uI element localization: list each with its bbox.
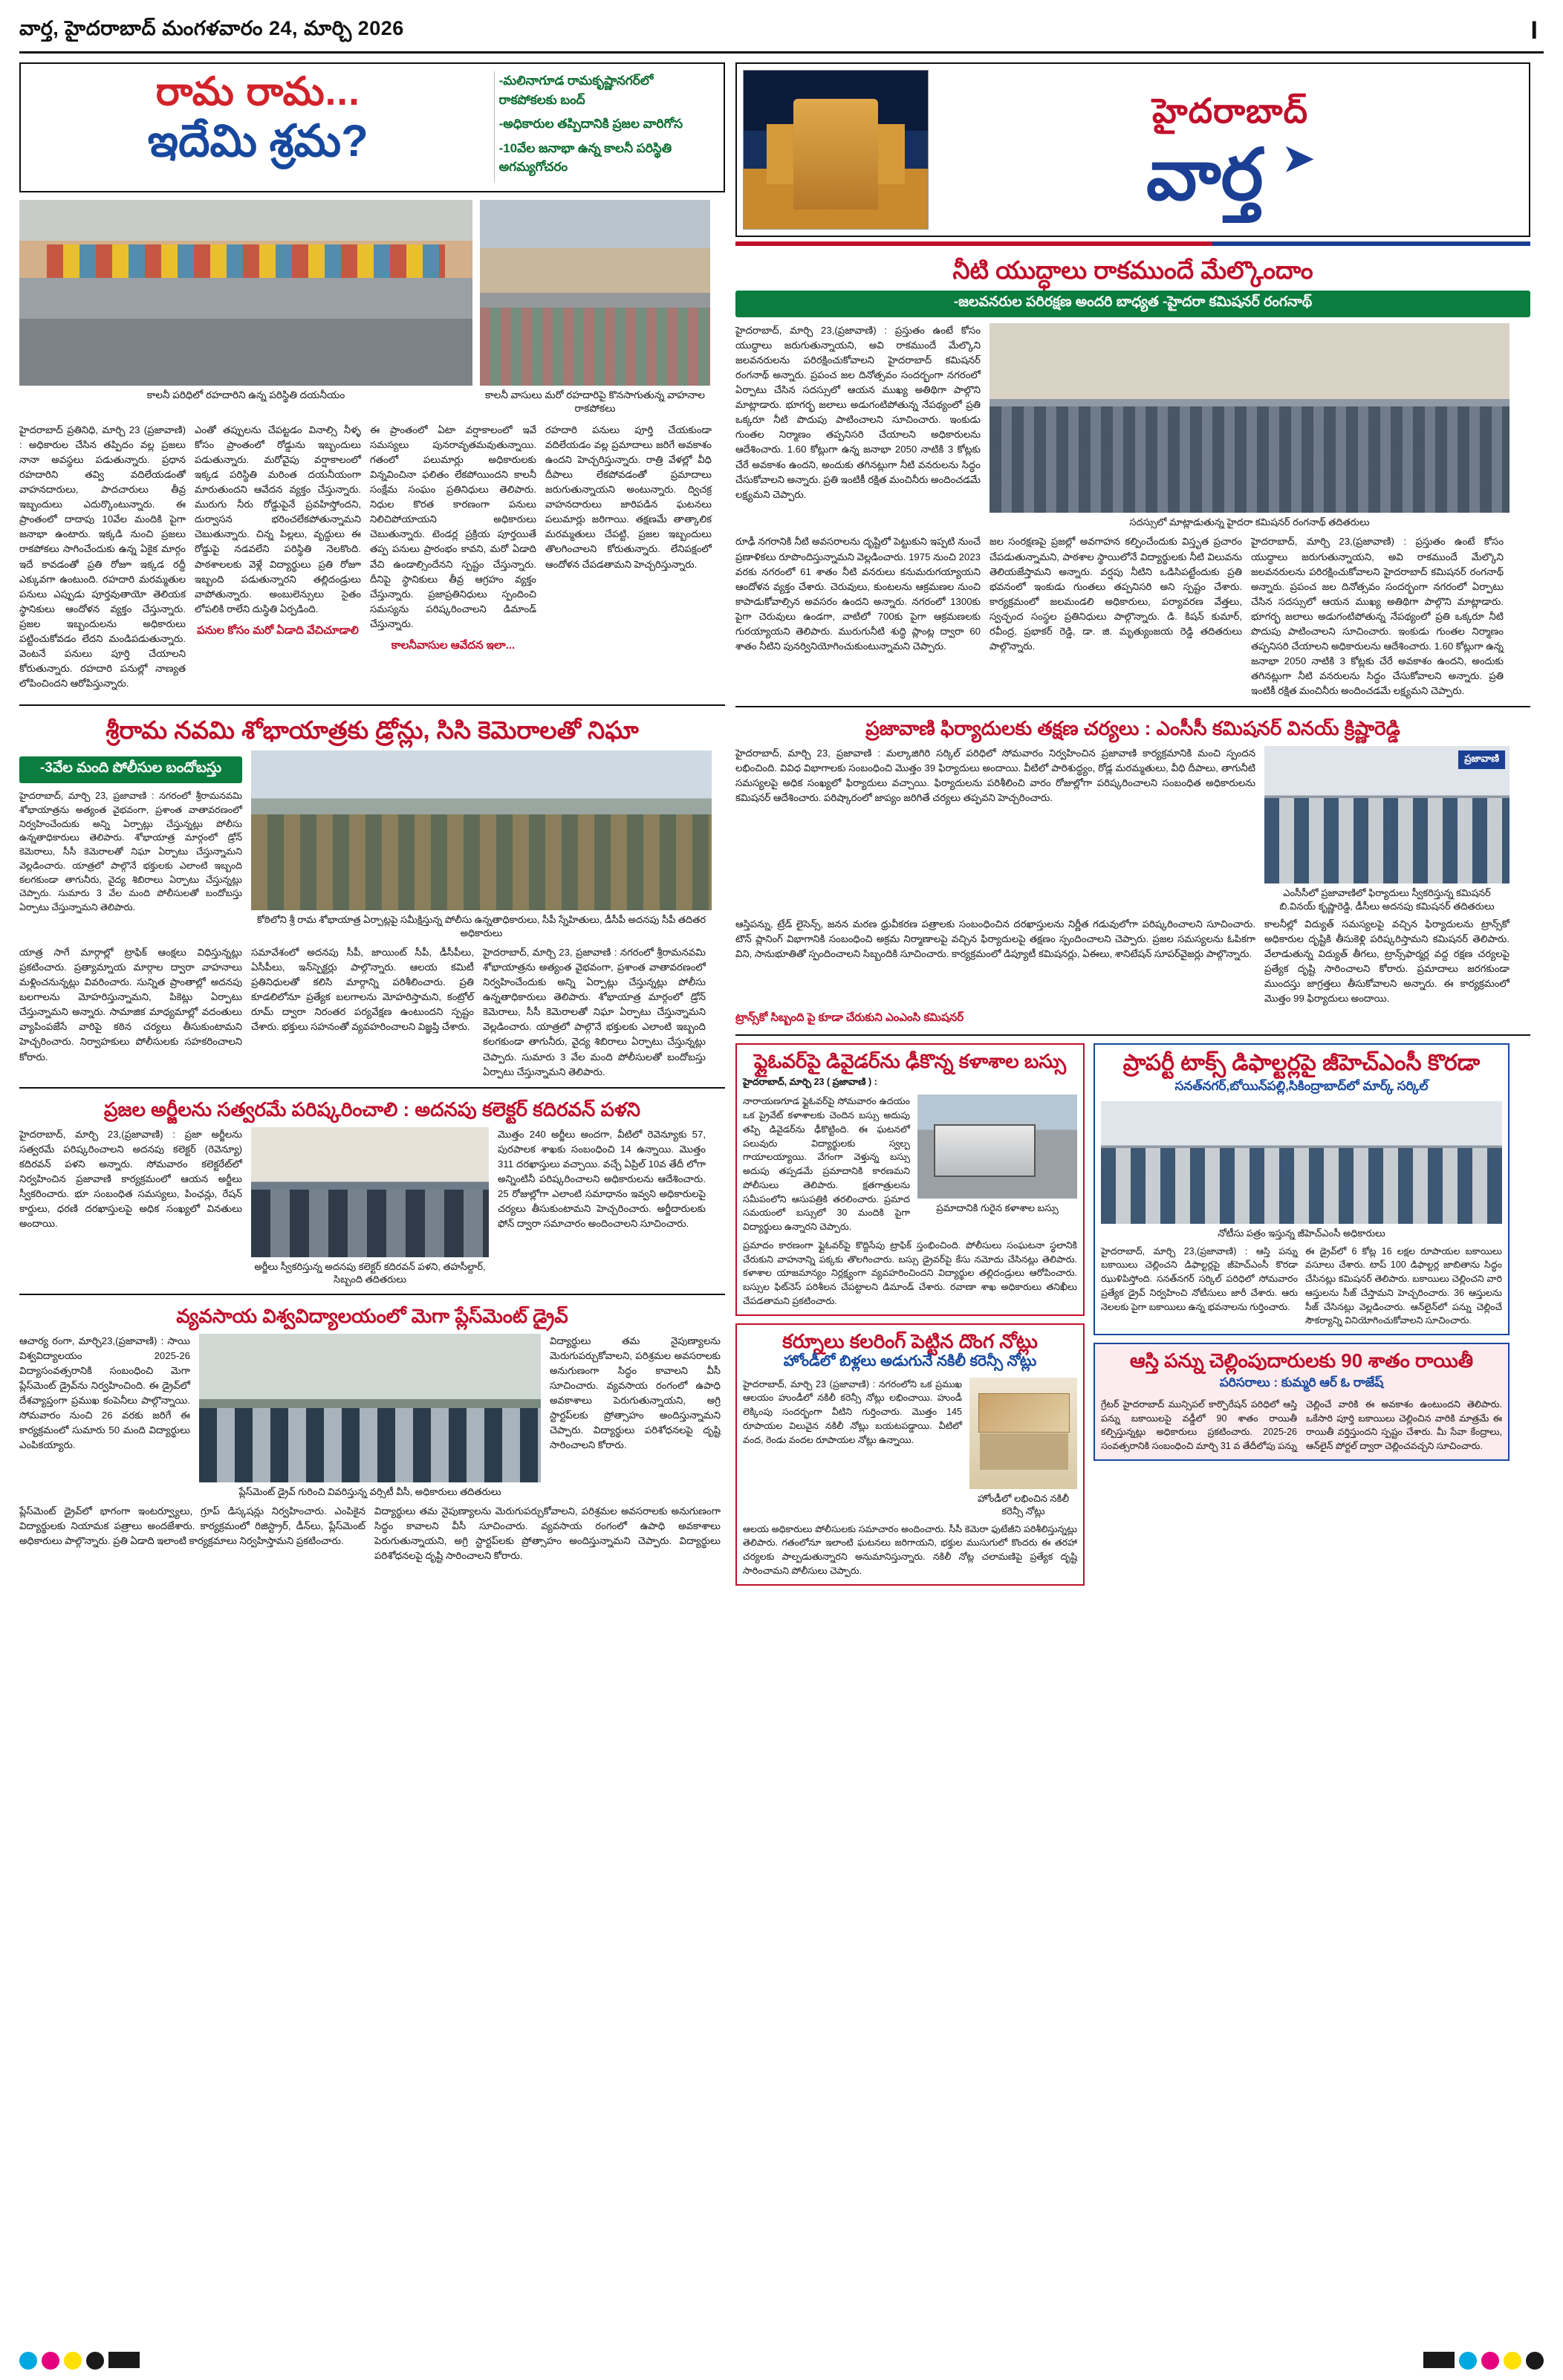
- lead-photo-2-caption: కాలనీ వాసులు మరో రహదారిపై కొనసాగుతున్న వాహనాల రాకపోకలు: [485, 389, 705, 414]
- collector-col-2: మొత్తం 240 అర్జీలు అందగా, వీటిలో రెవెన్యూకు 57, పురపాలక శాఖకు సంబంధించి 14 ఉన్నాయి. మొత్తం 311 దరఖాస్తులు వచ్చాయి. వచ్చే ఏప్రిల్ 10వ తేదీ లోగా అన్నింటినీ పరిష్కరించాలని అధికారులను ఆదేశించారు. 25 రోజుల్లోగా ఎలాంటి సమాధానం ఇవ్వని అధికారులపై చర్యలు తీసుకుంటామని హెచ్చరించారు. అర్జీదారులకు ఫోన్ ద్వారా సమాచారం అందించాలని సూచించారు.: [498, 1128, 706, 1229]
- tax-rebate-headline: ఆస్తి పన్ను చెల్లింపుదారులకు 90 శాతం రాయితీ: [1129, 1349, 1474, 1372]
- property-tax-col-1: హైదరాబాద్, మార్చి 23,(ప్రజావాణి) : ఆస్తి పన్ను బకాయిలు చెల్లించని డిఫాల్టర్లపై జీహెచ్‌ఎంసీ కొరడా ఝుళిపిస్తోంది. సనత్‌నగర్ సర్కిల్ పరిధిలో సోమవారం ప్రత్యేక డ్రైవ్ నిర్వహించి నోటీసులు జారీ చేశారు. ఆరు నెలలకు పైగా బకాయిలు ఉన్న భవనాలను గుర్తించారు.: [1101, 1245, 1298, 1312]
- lead-col-3-text: ఈ ప్రాంతంలో ఏటా వర్షాకాలంలో ఇవే సమస్యలు పునరావృతమవుతున్నాయి. గతంలో పలుమార్లు అధికారులకు విన్నవించినా ఫలితం లేకపోయిందని కాలనీ సంక్షేమ సంఘం ప్రతినిధులు తెలిపారు. నిధుల కొరత కారణంగా పనులు నిలిచిపోయాయని అధికారులు చెబుతున్నారు. టెండర్ల ప్రక్రియ పూర్తయితే తప్ప పనులు ప్రారంభం కావని, మరో ఏడాది వేచి ఉండాల్సిందేనని స్పష్టం చేస్తున్నారు. దీనిపై స్థానికులు తీవ్ర ఆగ్రహం వ్యక్తం చేస్తున్నారు. ప్రజాప్రతినిధులు స్పందించి సమస్యను పరిష్కరించాలని డిమాండ్ చేస్తున్నారు.: [370, 424, 536, 629]
- property-tax-col-2: ఈ డ్రైవ్‌లో 6 కోట్ల 16 లక్షల రూపాయల బకాయిలు వసూలు చేశారు. టాప్ 100 డిఫాల్టర్ల జాబితాను సిద్ధం చేసినట్లు కమిషనర్ తెలిపారు. బకాయిలు చెల్లించని వారి ఆస్తులను సీజ్ చేస్తామని హెచ్చరించారు. 36 ఆస్తులను సీజ్ చేసినట్లు వెల్లడించారు. ఆన్‌లైన్‌లో పన్ను చెల్లించే సౌకర్యాన్ని వినియోగించుకోవాలని సూచించారు.: [1305, 1245, 1502, 1326]
- bottom-right-stack: [1094, 1043, 1510, 1586]
- fake-notes-col-1: హైదరాబాద్, మార్చి 23 (ప్రజావాణి) : నగరంలోని ఒక ప్రముఖ ఆలయం హుండీలో నకిలీ కరెన్సీ నోట్లు లభించాయి. హుండీ లెక్కింపు సందర్భంగా వీటిని గుర్తించారు. మొత్తం 145 రూపాయల విలువైన నకిలీ నోట్లు బయటపడ్డాయి. వీటిలో వంద, రెండు వందల రూపాయల నోట్లు ఉన్నాయి.: [743, 1378, 962, 1445]
- charminar-icon: [743, 70, 929, 230]
- bottom-blocks: [735, 1043, 1530, 1586]
- registration-dot-black-2: [1526, 2352, 1544, 2370]
- collector-headline: ప్రజల అర్జీలను సత్వరమే పరిష్కరించాలి : అదనపు కలెక్టర్ కదిరవన్ పళని: [103, 1097, 640, 1121]
- story-fake-notes: [735, 1323, 1085, 1586]
- registration-bar-left: [108, 2352, 140, 2368]
- placement-col-2: విద్యార్థులు తమ నైపుణ్యాలను మెరుగుపర్చుకోవాలని, పరిశ్రమల అవసరాలకు అనుగుణంగా సిద్ధం కావాలని వీసీ సూచించారు. వ్యవసాయ రంగంలో ఉపాధి అవకాశాలు పెరుగుతున్నాయని, అగ్రి స్టార్టప్‌లకు ప్రోత్సాహం అందిస్తున్నామని చెప్పారు. విద్యార్థులు పరిశోధనలపై దృష్టి సారించాలని కోరారు.: [550, 1335, 721, 1450]
- police-meeting-photo: [251, 750, 712, 910]
- flyover-col-1: నారాయణగూడ ఫ్లైఓవర్‌పై సోమవారం ఉదయం ఒక ప్రైవేట్ కళాశాలకు చెందిన బస్సు అదుపు తప్పి డివైడర్‌ను ఢీకొట్టింది. ఈ ఘటనలో పలువురు విద్యార్థులకు స్వల్ప గాయాలయ్యాయి. వేగంగా వెళ్తున్న బస్సు అదుపు తప్పడమే ప్రమాదానికి కారణమని పోలీసులు తెలిపారు. క్షతగాత్రులను సమీపంలోని ఆసుపత్రికి తరలించారు. ప్రమాద సమయంలో బస్సులో 30 మందికి పైగా విద్యార్థులు ఉన్నారని చెప్పారు.: [743, 1096, 910, 1233]
- collector-photo: [251, 1127, 489, 1257]
- bus-photo: [917, 1095, 1077, 1199]
- drones-col-3: [251, 945, 474, 1080]
- registration-dot-yellow-2: [1504, 2352, 1521, 2370]
- registration-dot-magenta-2: [1481, 2352, 1499, 2370]
- story-drones: [19, 716, 725, 1080]
- masthead-block: [735, 62, 1530, 237]
- lead-col-1-text: హైదరాబాద్ ప్రతినిధి, మార్చి 23 (ప్రజావాణి) : అధికారుల చేసిన తప్పిదం వల్ల ప్రజలు నానా అవస్థలు పడుతున్నారు. ప్రధాన రహదారిని తవ్వి వదిలేయడంతో వాహనదారులు, పాదచారులు తీవ్ర ఇబ్బందులు ఎదుర్కొంటున్నారు. ఈ ప్రాంతంలో దాదాపు 10వేల మందికి పైగా జనాభా ఉంటారు. ఇక్కడి నుంచి ప్రజలు రాకపోకలు సాగించేందుకు ఉన్న ఏకైక మార్గం ఇదే కావడంతో ప్రతి రోజూ ఇక్కడ రద్దీ ఎక్కువగా ఉంటుంది. రహదారి మరమ్మతుల పనులు ఎప్పుడు పూర్తవుతాయో తెలియక స్థానికులు ఆందోళన వ్యక్తం చేస్తున్నారు. ప్రజల ఇబ్బందులను అధికారులు పట్టించుకోవడం లేదని మండిపడుతున్నారు. వెంటనే పనులు పూర్తి చేయాలని కోరుతున్నారు. రహదారి పనుల్లో నాణ్యత లోపించిందని ఆరోపిస్తున్నారు.: [19, 424, 186, 689]
- water-headline: నీటి యుద్ధాలు రాకముందే మేల్కొందాం: [952, 256, 1313, 284]
- lead-bullet-3: -10వేల జనాభా ఉన్న కాలనీ పరిస్థితి అగమ్యగోచరం: [498, 140, 672, 174]
- placement-col-4: విద్యార్థులు తమ నైపుణ్యాలను మెరుగుపర్చుకోవాలని, పరిశ్రమల అవసరాలకు అనుగుణంగా సిద్ధం కావాలని వీసీ సూచించారు. వ్యవసాయ రంగంలో ఉపాధి అవకాశాలు పెరుగుతున్నాయని, అగ్రి స్టార్టప్‌లకు ప్రోత్సాహం అందిస్తున్నామని చెప్పారు. విద్యార్థులు పరిశోధనలపై దృష్టి సారించాలని కోరారు.: [374, 1505, 721, 1562]
- placement-col-3: ప్లేస్‌మెంట్ డ్రైవ్‌లో భాగంగా ఇంటర్వ్యూలు, గ్రూప్ డిస్కషన్లు నిర్వహించారు. ఎంపికైన విద్యార్థులకు నియామక పత్రాలు అందజేశారు. కార్యక్రమంలో రిజిస్ట్రార్, డీన్‌లు, ప్లేస్‌మెంట్ అధికారులు పాల్గొన్నారు. ప్రతి ఏడాది ఇలాంటి కార్యక్రమాలు నిర్వహిస్తామని ప్రకటించారు.: [19, 1505, 365, 1547]
- lead-body: [19, 423, 725, 697]
- prajavani-headline: ప్రజావాణి ఫిర్యాదులకు తక్షణ చర్యలు : ఎంసీసీ కమిషనర్ వినయ్ క్రిష్ణారెడ్డి: [865, 717, 1400, 740]
- color-registration-marks: [19, 2352, 1544, 2370]
- lead-bullet-2: -అధికారుల తప్పిదానికి ప్రజల వారిగోస: [498, 117, 683, 131]
- lead-subhead-1: పనుల కోసం మరో ఏడాది వేచిచూడాలి: [197, 623, 359, 637]
- drones-col-4: [483, 945, 706, 1080]
- page-header: [19, 16, 1544, 53]
- lead-col-2-text: ఎంతో తప్పులను చేపట్టడం వినాల్సి నీళ్ళ కోసం ప్రాంతంలో రోడ్డును ఇబ్బందులు పడుతున్నారు. మరోవైపు వర్షాకాలంలో ఇక్కడ పరిస్థితి మరింత దయనీయంగా మారుతుందని ఆవేదన వ్యక్తం చేస్తున్నారు. మురుగు నీరు రోడ్డుపైనే ప్రవహిస్తోందని, దుర్వాసన భరించలేకపోతున్నామని చెబుతున్నారు. చిన్న పిల్లలు, వృద్ధులు ఈ రోడ్డుపై నడవలేని పరిస్థితి నెలకొంది. పాఠశాలలకు వెళ్లే విద్యార్థులు ప్రతి రోజూ ఇబ్బంది పడుతున్నారని తల్లిదండ్రులు వాపోతున్నారు. అంబులెన్సులు సైతం లోపలికి రాలేని దుస్థితి ఏర్పడింది.: [195, 424, 361, 615]
- lead-col-4: [545, 423, 712, 697]
- water-col-2: రూఢీ నగరానికి నీటి అవసరాలను దృష్టిలో పెట్టుకుని ఇప్పటి నుంచే ప్రణాళికలు రూపొందిస్తున్నామని వెల్లడించారు. 1975 నుంచి 2023 వరకు నగరంలో 61 శాతం నీటి వనరులు కనుమరుగయ్యాయని ఆందోళన వ్యక్తం చేశారు. చెరువులు, కుంటలను ఆక్రమణల నుంచి కాపాడుకోవాల్సిన అవసరం ఉందని అన్నారు. నగరంలో 1300కు పైగా చెరువులు ఉండగా, వాటిలో 700కు పైగా ఆక్రమణలకు గురయ్యాయని తెలిపారు. మురుగునీటి శుద్ధి ప్లాంట్ల ద్వారా 60 శాతం నీటిని పునర్వినియోగించుకుంటున్నామని చెప్పారు.: [735, 536, 981, 652]
- property-tax-headline: ప్రాపర్టీ టాక్స్ డిఫాల్టర్లపై జీహెచ్‌ఎంసీ కొరడా: [1122, 1050, 1481, 1075]
- prajavani-banner: ప్రజావాణి: [1458, 750, 1505, 769]
- lead-col-3: [370, 423, 536, 697]
- footer-dots-right: [1423, 2352, 1544, 2370]
- flyover-dateline: హైదరాబాద్, మార్చి 23 ( ప్రజావాణి ) :: [743, 1077, 877, 1088]
- market-photo: [480, 200, 710, 386]
- divider-4: [735, 706, 1530, 707]
- lead-subhead-2: కాలనీవాసుల ఆవేదన ఇలా...: [391, 638, 516, 652]
- placement-col-1: ఆచార్య రంగా, మార్చి23,(ప్రజావాణి) : సాయి విశ్వవిద్యాలయం 2025-26 విద్యాసంవత్సరానికి సంబంధించి మెగా ప్లేస్‌మెంట్ డ్రైవ్‌ను నిర్వహించింది. ఈ డ్రైవ్‌లో దేశవ్యాప్తంగా ప్రముఖ కంపెనీలు పాల్గొన్నాయి. సోమవారం నుంచి 26 వరకు జరిగే ఈ కార్యక్రమంలో సుమారు 50 మంది విద్యార్థులు ఎంపికయ్యారు.: [19, 1335, 190, 1450]
- lead-photo-1-caption: కాలనీ పరిధిలో రహదారిని ఉన్న పరిస్థితి దయనీయం: [146, 389, 345, 401]
- drones-col-3-text: సమావేశంలో అదనపు సీపీ, జాయింట్ సీపీ, డీసీపీలు, ఏసీపీలు, ఇన్‌స్పెక్టర్లు పాల్గొన్నారు. ఆలయ కమిటీ ప్రతినిధులతో కలిసి మార్గాన్ని పరిశీలించారు. ప్రతి కూడలిలోనూ ప్రత్యేక బలగాలను మోహరిస్తామని, కంట్రోల్ రూమ్ ద్వారా నిరంతర పర్యవేక్షణ ఉంటుందని స్పష్టం చేశారు. భక్తులు సహనంతో వ్యవహరించాలని విజ్ఞప్తి చేశారు.: [251, 947, 474, 1033]
- placement-photo-caption: ప్లేస్‌మెంట్ డ్రైవ్ గురించి వివరిస్తున్న వర్సిటీ వీసీ, అధికారులు తదితరులు: [238, 1485, 501, 1497]
- water-col-4: హైదరాబాద్, మార్చి 23,(ప్రజావాణి) : ప్రస్తుతం ఉంటే కోసం యుద్ధాలు జరుగుతున్నాయని, అవి రాకముందే మేల్కొని జలవనరులను పరిరక్షించుకోవాలని హైదరాబాద్ కమిషనర్ రంగనాథ్ అన్నారు. ప్రపంచ జల దినోత్సవం సందర్భంగా నగరంలో ఏర్పాటు చేసిన సదస్సులో ఆయన ముఖ్య అతిథిగా పాల్గొని మాట్లాడారు. భూగర్భ జలాలు అడుగంటిపోతున్న నేపథ్యంలో ప్రతి ఒక్కరూ నీటి పొదుపు పాటించాలని సూచించారు. ఇంకుడు గుంతల నిర్మాణం తప్పనిసరి చేయాలని అధికారులను ఆదేశించారు. 1.60 కోట్లుగా ఉన్న జనాభా 2050 నాటికి 3 కోట్లకు చేరే అవకాశం ఉందని, అందుకు తగినట్లుగా నీటి వనరులను సిద్ధం చేసుకోవాలని అన్నారు. ప్రతి ఇంటికీ రక్షిత మంచినీరు అందించడమే లక్ష్యమని చెప్పారు.: [1251, 536, 1504, 697]
- drones-col-2: [19, 945, 242, 1080]
- fake-notes-headline: కర్నూలు కలరింగ్ పెట్టిన దొంగ నోట్లు: [782, 1329, 1038, 1352]
- prajavani-photo-caption: ఎంసీసీలో ప్రజావాణిలో ఫిర్యాదులు స్వీకరిస్తున్న కమిషనర్ బి.వినయ్ కృష్ణారెడ్డి, డీసీలు అదనపు కమిషనర్ తదితరులు: [1279, 887, 1495, 912]
- drones-ribbon: -3వేల మంది పోలీసుల బందోబస్తు: [19, 756, 242, 783]
- divider-2: [19, 1087, 725, 1089]
- collector-photo-caption: అర్జీలు స్వీకరిస్తున్న అదనపు కలెక్టర్ కదిరవన్ పళని, తహసీల్దార్, సిబ్బంది తదితరులు: [254, 1260, 486, 1285]
- story-water: [735, 256, 1530, 698]
- flyover-headline: ఫ్లైఓవర్‌పై డివైడర్‌ను ఢీకొన్న కళాశాల బస్సు: [753, 1049, 1067, 1072]
- drones-col-1: హైదరాబాద్, మార్చి 23, ప్రజావాణి : నగరంలో శ్రీరామనవమి శోభాయాత్రను అత్యంత వైభవంగా, ప్రశాంత వాతావరణంలో నిర్వహించేందుకు అన్ని ఏర్పాట్లు చేస్తున్నట్లు పోలీసు ఉన్నతాధికారులు తెలిపారు. శోభాయాత్ర మార్గంలో డ్రోన్ కెమెరాలు, సీసీ కెమెరాలతో నిఘా ఏర్పాటు చేస్తున్నామని వెల్లడించారు. యాత్రలో పాల్గొనే భక్తులకు ఎలాంటి ఇబ్బంది కలగకుండా తాగునీరు, వైద్య శిబిరాలు ఏర్పాటు చేస్తున్నట్లు చెప్పారు. సుమారు 3 వేల మంది పోలీసులతో బందోబస్తు ఏర్పాటు చేస్తున్నామని తెలిపారు.: [19, 791, 242, 912]
- divider-3: [19, 1294, 725, 1295]
- street-photo: [19, 200, 472, 386]
- right-column: [735, 62, 1530, 1586]
- registration-dot-cyan: [19, 2352, 37, 2370]
- water-meeting-photo: [990, 323, 1510, 513]
- prajavani-col-1: హైదరాబాద్, మార్చి 23, ప్రజావాణి : మల్కాజిగిరి సర్కిల్ పరిధిలో సోమవారం నిర్వహించిన ప్రజావాణి కార్యక్రమానికి మంచి స్పందన లభించింది. వివిధ విభాగాలకు సంబంధించి మొత్తం 39 ఫిర్యాదులు అందాయి. వీటిలో పారిశుద్ధ్యం, రోడ్ల మరమ్మతులు, వీధి దీపాలు, తాగునీటి సమస్యలపై అధిక సంఖ్యలో ఫిర్యాదులు వచ్చాయి. ఫిర్యాదులను పరిశీలించి వారం రోజుల్లోగా పరిష్కరించాలని సంబంధిత అధికారులను కమిషనర్ ఆదేశించారు. పరిష్కారంలో జాప్యం జరిగితే చర్యలు తప్పవని హెచ్చరించారు.: [735, 748, 1255, 804]
- story-property-tax: [1094, 1043, 1510, 1336]
- bottom-left-stack: [735, 1043, 1085, 1586]
- placement-photo: [199, 1334, 541, 1482]
- property-tax-photo: [1101, 1101, 1502, 1224]
- property-tax-sub: సనత్‌నగర్,బోయిన్‌పల్లి,సికింద్రాబాద్‌లో మార్క్ సర్కిల్: [1174, 1079, 1429, 1094]
- lead-headline-block: [19, 62, 725, 192]
- story-collector: [19, 1099, 725, 1286]
- drones-col-4-text: హైదరాబాద్, మార్చి 23, ప్రజావాణి : నగరంలో శ్రీరామనవమి శోభాయాత్రను అత్యంత వైభవంగా, ప్రశాంత వాతావరణంలో నిర్వహించేందుకు అన్ని ఏర్పాట్లు చేస్తున్నట్లు పోలీసు ఉన్నతాధికారులు తెలిపారు. శోభాయాత్ర మార్గంలో డ్రోన్ కెమెరాలు, సీసీ కెమెరాలతో నిఘా ఏర్పాటు చేస్తున్నామని వెల్లడించారు. యాత్రలో పాల్గొనే భక్తులకు ఎలాంటి ఇబ్బంది కలగకుండా తాగునీరు, వైద్య శిబిరాలు ఏర్పాటు చేస్తున్నట్లు చెప్పారు. సుమారు 3 వేల మంది పోలీసులతో బందోబస్తు ఏర్పాటు చేస్తున్నామని తెలిపారు.: [483, 947, 706, 1077]
- fake-notes-photo-caption: హోండీలో లభించిన నకిలీ కరెన్సీ నోట్లు: [978, 1492, 1069, 1517]
- flyover-photo-caption: ప్రమాదానికి గురైన కళాశాల బస్సు: [936, 1202, 1059, 1214]
- prajavani-subhead: ట్రాన్స్‌కో సిబ్బంది పై కూడా చేరుకుని ఎంఎంసి కమిషనర్: [735, 1011, 964, 1024]
- water-col-1: హైదరాబాద్, మార్చి 23,(ప్రజావాణి) : ప్రస్తుతం ఉంటే కోసం యుద్ధాలు జరుగుతున్నాయని, అవి రాకముందే మేల్కొని జలవనరులను పరిరక్షించుకోవాలని హైదరాబాద్ కమిషనర్ రంగనాథ్ అన్నారు. ప్రపంచ జల దినోత్సవం సందర్భంగా నగరంలో ఏర్పాటు చేసిన సదస్సులో ఆయన ముఖ్య అతిథిగా పాల్గొని మాట్లాడారు. భూగర్భ జలాలు అడుగంటిపోతున్న నేపథ్యంలో ప్రతి ఒక్కరూ నీటి పొదుపు పాటించాలని సూచించారు. ఇంకుడు గుంతల నిర్మాణం తప్పనిసరి చేయాలని అధికారులను ఆదేశించారు. 1.60 కోట్లుగా ఉన్న జనాభా 2050 నాటికి 3 కోట్లకు చేరే అవకాశం ఉందని, అందుకు తగినట్లుగా నీటి వనరులను సిద్ధం చేసుకోవాలని అన్నారు. ప్రతి ఇంటికీ రక్షిత మంచినీరు అందించడమే లక్ష్యమని చెప్పారు.: [735, 324, 981, 500]
- lead-photo-1: [19, 200, 472, 415]
- bird-icon: ➤: [1283, 137, 1315, 179]
- lead-col-4-text: రహదారి పనులు పూర్తి చేయకుండా వదిలేయడం వల్ల ప్రమాదాలు జరిగే అవకాశం ఉందని హెచ్చరిస్తున్నారు. రాత్రి వేళల్లో వీధి దీపాలు లేకపోవడంతో ప్రమాదాలు జరుగుతున్నాయని అంటున్నారు. ద్విచక్ర వాహనదారులు జారిపడిన ఘటనలు పలుమార్లు జరిగాయి. తక్షణమే తాత్కాలిక మరమ్మతులు చేపట్టి, ప్రజల ఇబ్బందులు తొలగించాలని కోరుతున్నారు. లేనిపక్షంలో ఆందోళన చేపడతామని హెచ్చరిస్తున్నారు.: [545, 424, 712, 570]
- collector-col-1: హైదరాబాద్, మార్చి 23,(ప్రజావాణి) : ప్రజా అర్జీలను సత్వరమే పరిష్కరించాలని అదనపు కలెక్టర్ (రెవెన్యూ) కదిరవన్ పళని అన్నారు. సోమవారం కలెక్టరేట్‌లో నిర్వహించిన ప్రజావాణి కార్యక్రమంలో ఆయన అర్జీలు స్వీకరించారు. భూ సంబంధిత సమస్యలు, పింఛన్లు, రేషన్ కార్డులు, ధరణి దరఖాస్తులపై అధిక సంఖ్యలో వినతులు అందాయి.: [19, 1128, 242, 1229]
- prajavani-photo: [1264, 746, 1510, 883]
- registration-bar-right: [1423, 2352, 1455, 2368]
- edition-dateline: వార్త, హైదరాబాద్ మంగళవారం 24, మార్చి 2026: [19, 17, 404, 39]
- registration-dot-cyan-2: [1459, 2352, 1477, 2370]
- currency-notes-photo: [969, 1378, 1077, 1489]
- lead-col-1: [19, 423, 186, 697]
- divider-1: [19, 704, 725, 706]
- fake-notes-col-2: ఆలయ అధికారులు పోలీసులకు సమాచారం అందించారు. సీసీ కెమెరా ఫుటేజీని పరిశీలిస్తున్నట్లు తెలిపారు. గతంలోనూ ఇలాంటి ఘటనలు జరిగాయని, భక్తుల ముసుగులో కొందరు ఈ తరహా చర్యలకు పాల్పడుతున్నారని అనుమానిస్తున్నారు. నకిలీ నోట్ల చలామణిపై ప్రత్యేక దృష్టి సారించామని పోలీసులు చెప్పారు.: [743, 1523, 1077, 1576]
- page-number: I: [1530, 16, 1538, 45]
- lead-photo-2: [480, 200, 710, 415]
- water-col-3: జల సంరక్షణపై ప్రజల్లో అవగాహన కల్పించేందుకు విస్తృత ప్రచారం చేపడుతున్నామని, పాఠశాల స్థాయిలోనే విద్యార్థులకు నీటి విలువను తెలియజేస్తామని అన్నారు. వర్షపు నీటిని ఒడిసిపట్టేందుకు ప్రతి భవనంలో ఇంకుడు గుంతలు తప్పనిసరి అని స్పష్టం చేశారు. కార్యక్రమంలో జలమండలి అధికారులు, పర్యావరణ వేత్తలు, స్వచ్ఛంద సంస్థల ప్రతినిధులు పాల్గొన్నారు. డి. కిషన్ కుమార్, రవీంద్ర, ప్రభాకర్ రెడ్డి, డా. జి. మృత్యుంజయ రెడ్డి తదితరులు పాల్గొన్నారు.: [990, 536, 1242, 652]
- lead-title-line1: రామ రామ...: [155, 70, 360, 114]
- masthead-rule: [735, 241, 1530, 246]
- drones-col-2-text: యాత్ర సాగే మార్గాల్లో ట్రాఫిక్ ఆంక్షలు విధిస్తున్నట్లు ప్రకటించారు. ప్రత్యామ్నాయ మార్గాల ద్వారా వాహనాలు మళ్లించనున్నట్లు వివరించారు. సున్నిత ప్రాంతాల్లో అదనపు బలగాలను మోహరిస్తున్నామని, పికెట్లు ఏర్పాటు చేస్తున్నామని అన్నారు. సామాజిక మాధ్యమాల్లో వదంతులు వ్యాపింపజేసే వారిపై కఠిన చర్యలు తీసుకుంటామని హెచ్చరించారు. నిర్వాహకులు పోలీసులకు సహకరించాలని కోరారు.: [19, 947, 242, 1063]
- lead-title-line2: ఇదేమి శ్రమ?: [147, 115, 368, 166]
- water-ribbon: -జలవనరుల పరిరక్షణ అందరి బాధ్యత -హైదరా కమిషనర్ రంగనాథ్: [735, 291, 1530, 317]
- water-photo-caption: సదస్సులో మాట్లాడుతున్న హైదరా కమిషనర్ రంగనాథ్ తదితరులు: [1129, 516, 1370, 528]
- placement-headline: వ్యవసాయ విశ్వవిద్యాలయంలో మెగా ప్లేస్‌మెంట్ డ్రైవ్: [176, 1304, 568, 1327]
- main-grid: [19, 62, 1544, 1586]
- registration-dot-magenta: [42, 2352, 59, 2370]
- masthead-title-top: హైదరాబాద్: [1152, 91, 1308, 130]
- lead-photos: [19, 200, 725, 415]
- lead-bullets: [494, 71, 715, 182]
- tax-rebate-sub: పరిసరాలు : కుమ్మరి ఆర్ ఓ రాజేష్: [1219, 1375, 1384, 1390]
- drones-headline: శ్రీరామ నవమి శోభాయాత్రకు డ్రోన్లు, సిసి కెమెరాలతో నిఘా: [105, 716, 639, 745]
- lead-col-2: [195, 423, 361, 697]
- registration-dot-yellow: [64, 2352, 82, 2370]
- lead-bullet-1: -మలినాగూడ రామకృష్ణానగర్‌లో రాకపోకలకు బంద్: [498, 74, 654, 107]
- registration-dot-black: [86, 2352, 104, 2370]
- left-column: [19, 62, 725, 1586]
- masthead-title-main: [938, 134, 1523, 215]
- story-tax-rebate: [1094, 1343, 1510, 1461]
- fake-notes-sub: హోండీలో బిళ్లలు అడుగునే నకిలీ కరెన్సీ నోట్లు: [783, 1352, 1037, 1369]
- prajavani-col-3: కాలనీల్లో విద్యుత్ సమస్యలపై వచ్చిన ఫిర్యాదులను ట్రాన్స్‌కో అధికారుల దృష్టికి తీసుకెళ్లి పరిష్కరిస్తామని కమిషనర్ తెలిపారు. వేలాడుతున్న విద్యుత్ తీగలు, ట్రాన్స్‌ఫార్మర్ల వద్ద రక్షణ చర్యలపై ప్రత్యేక దృష్టి సారించాలని కోరారు. ప్రమాదాలు జరగకుండా ముందస్తు జాగ్రత్తలు తీసుకోవాలని అన్నారు. ఈ కార్యక్రమంలో మొత్తం 99 ఫిర్యాదులు అందాయి.: [1264, 918, 1510, 1005]
- masthead-title-main-text: వార్త: [1146, 134, 1264, 215]
- tax-rebate-body: గ్రేటర్ హైదరాబాద్ మున్సిపల్ కార్పొరేషన్ పరిధిలో ఆస్తి పన్ను బకాయిలపై వడ్డీలో 90 శాతం రాయితీ కల్పిస్తున్నట్లు అధికారులు ప్రకటించారు. 2025-26 సంవత్సరానికి సంబంధించి మార్చి 31 వ తేదీలోపు పన్ను చెల్లించే వారికి ఈ అవకాశం ఉంటుందని తెలిపారు. ఒకేసారి పూర్తి బకాయిలు చెల్లించిన వారికి మాత్రమే ఈ రాయితీ వర్తిస్తుందని స్పష్టం చేశారు. మీ సేవా కేంద్రాలు, ఆన్‌లైన్ పోర్టల్ ద్వారా చెల్లించవచ్చని సూచించారు.: [1101, 1398, 1502, 1452]
- story-prajavani: [735, 718, 1530, 1026]
- footer-dots-left: [19, 2352, 140, 2370]
- story-flyover: [735, 1043, 1085, 1316]
- drones-photo-caption: కోఠిలోని శ్రీ రామ శోభాయాత్ర ఏర్పాట్లపై సమీక్షిస్తున్న పోలీసు ఉన్నతాధికారులు, సీపీ స్నేహితులు, డీసీపీ అదనపు సీపీ తదితర అధికారులు: [256, 914, 706, 938]
- property-tax-photo-caption: నోటీసు పత్రం ఇస్తున్న జీహెచ్‌ఎంసీ అధికారులు: [1218, 1228, 1385, 1239]
- flyover-col-2: ప్రమాదం కారణంగా ఫ్లైఓవర్‌పై కొద్దిసేపు ట్రాఫిక్ స్తంభించింది. పోలీసులు సంఘటనా స్థలానికి చేరుకుని వాహనాన్ని పక్కకు తొలగించారు. బస్సు డ్రైవర్‌పై కేసు నమోదు చేసినట్లు తెలిపారు. కళాశాల యాజమాన్యం నిర్లక్ష్యంగా వ్యవహరించిందని విద్యార్థుల తల్లిదండ్రులు ఆరోపించారు. బస్సుల ఫిట్‌నెస్ పరిశీలన చేపట్టాలని డిమాండ్ చేశారు. రవాణా శాఖ అధికారులు తనిఖీలు చేపడతామని ప్రకటించారు.: [743, 1239, 1077, 1306]
- story-placement: [19, 1306, 725, 1564]
- divider-5: [735, 1034, 1530, 1036]
- prajavani-col-2: ఆస్తిపన్ను, ట్రేడ్ లైసెన్స్, జనన మరణ ధ్రువీకరణ పత్రాలకు సంబంధించిన దరఖాస్తులను నిర్ణీత గడువులోగా పరిష్కరించాలని సూచించారు. టౌన్ ప్లానింగ్ విభాగానికి సంబంధించి అక్రమ నిర్మాణాలపై వచ్చిన ఫిర్యాదులపై తక్షణం స్పందించాలని చెప్పారు. ప్రజల సమస్యలను ఓపికగా విని, సానుభూతితో స్పందించాలని సిబ్బందికి సూచించారు. కార్యక్రమంలో డిప్యూటీ కమిషనర్లు, ఏఈలు, శానిటేషన్ సూపర్‌వైజర్లు పాల్గొన్నారు.: [735, 918, 1255, 960]
